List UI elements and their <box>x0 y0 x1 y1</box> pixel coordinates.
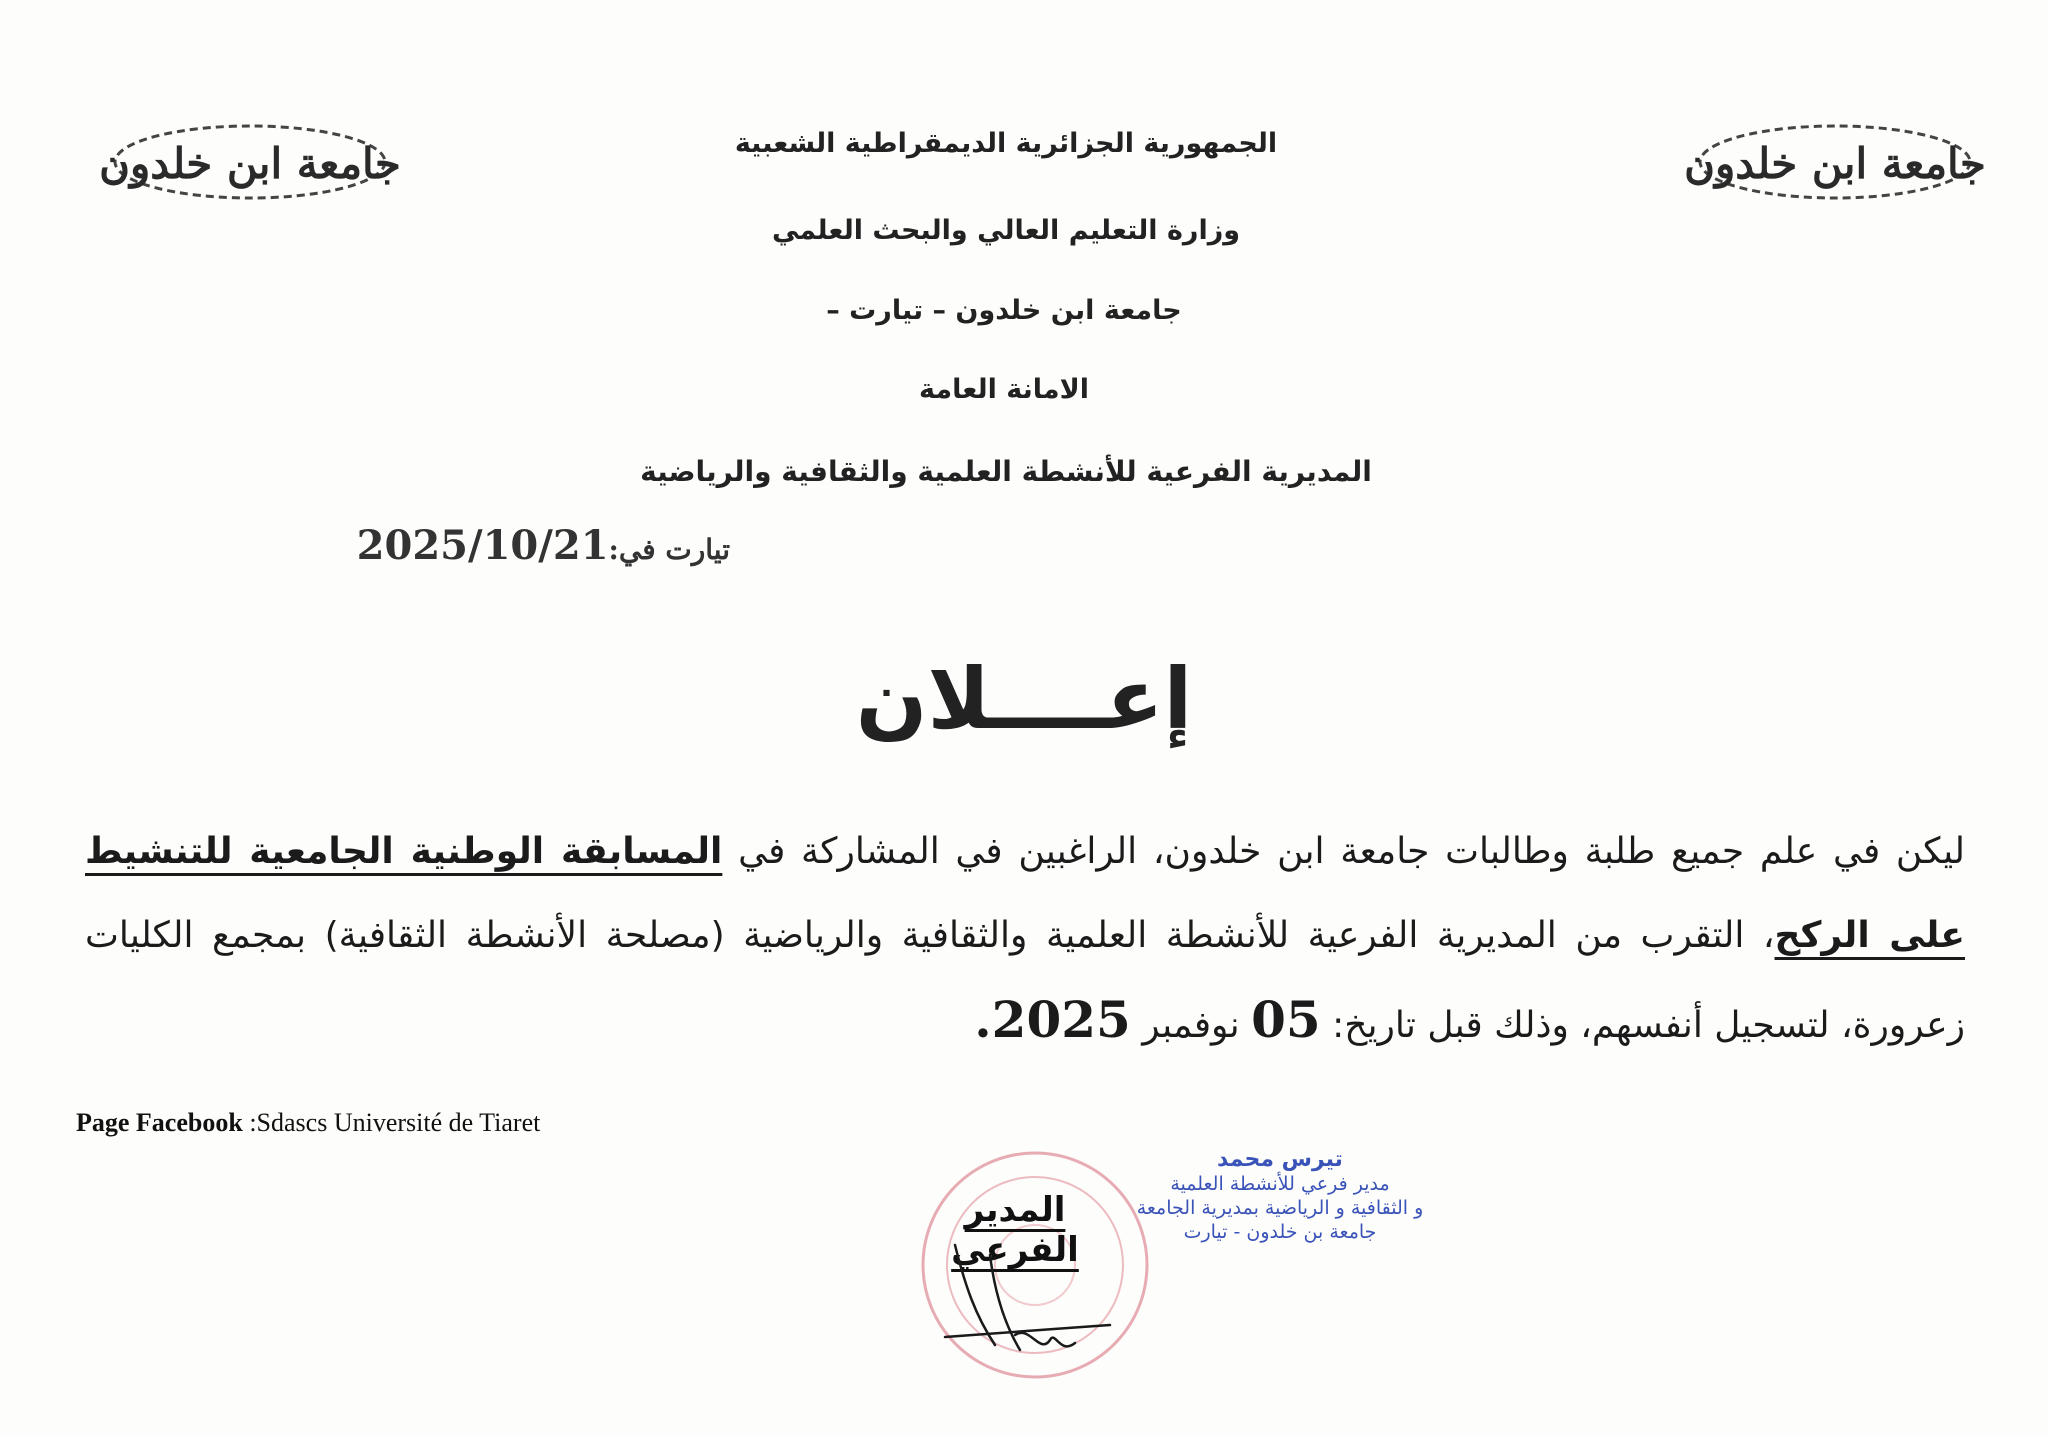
signer-title-3: جامعة بن خلدون - تيارت <box>1183 1221 1377 1243</box>
signer-name: تيرس محمد <box>1217 1147 1343 1172</box>
body-intro: ليكن في علم جميع طلبة وطالبات جامعة ابن خلدون، الراغبين في المشاركة في <box>722 831 1965 872</box>
competition-name: المسابقة الوطنية الجامعية للتنشيط على الركح <box>85 831 1966 956</box>
university-line: جامعة ابن خلدون – تيارت – <box>826 295 1182 326</box>
logo-right-text: جامعة ابن خلدون <box>1685 139 1985 188</box>
director-label: المدير الفرعي <box>951 1190 1079 1270</box>
deadline-year: 2025 <box>991 990 1131 1049</box>
body-instructions: ، التقرب من المديرية الفرعية للأنشطة العلمية والثقافية والرياضية (مصلحة الأنشطة الثقافية) بمجمع الكليات زعرورة، لتسجيل أنفسهم، وذلك قبل تاريخ: <box>85 915 1965 1046</box>
directorate-line: المديرية الفرعية للأنشطة العلمية والثقافية والرياضية <box>640 455 1372 488</box>
announcement-body <box>85 810 1965 1068</box>
signer-title-2: و الثقافية و الرياضية بمديرية الجامعة <box>1136 1197 1424 1219</box>
deadline-day: 05 <box>1251 990 1321 1049</box>
announcement-title: إعــــلان <box>855 650 1193 748</box>
ministry-line: وزارة التعليم العالي والبحث العلمي <box>771 215 1241 246</box>
secretariat-line: الامانة العامة <box>919 374 1089 405</box>
handwritten-signature <box>935 1225 1115 1375</box>
logo-left-text: جامعة ابن خلدون <box>100 139 400 188</box>
date-value: 2025/10/21 <box>356 522 609 569</box>
deadline-month: نوفمبر <box>1130 1005 1252 1046</box>
republic-line: الجمهورية الجزائرية الديمقراطية الشعبية <box>734 128 1278 159</box>
facebook-page <box>76 1108 540 1138</box>
signer-stamp <box>1110 1148 1450 1244</box>
signer-title-1: مدير فرعي للأنشطة العلمية <box>1170 1173 1390 1195</box>
date-prefix: تيارت في: <box>608 533 730 566</box>
facebook-value: :Sdascs Université de Tiaret <box>249 1108 541 1137</box>
body-end: . <box>974 990 992 1049</box>
facebook-label: Page Facebook <box>76 1108 243 1137</box>
document-date <box>330 522 730 569</box>
